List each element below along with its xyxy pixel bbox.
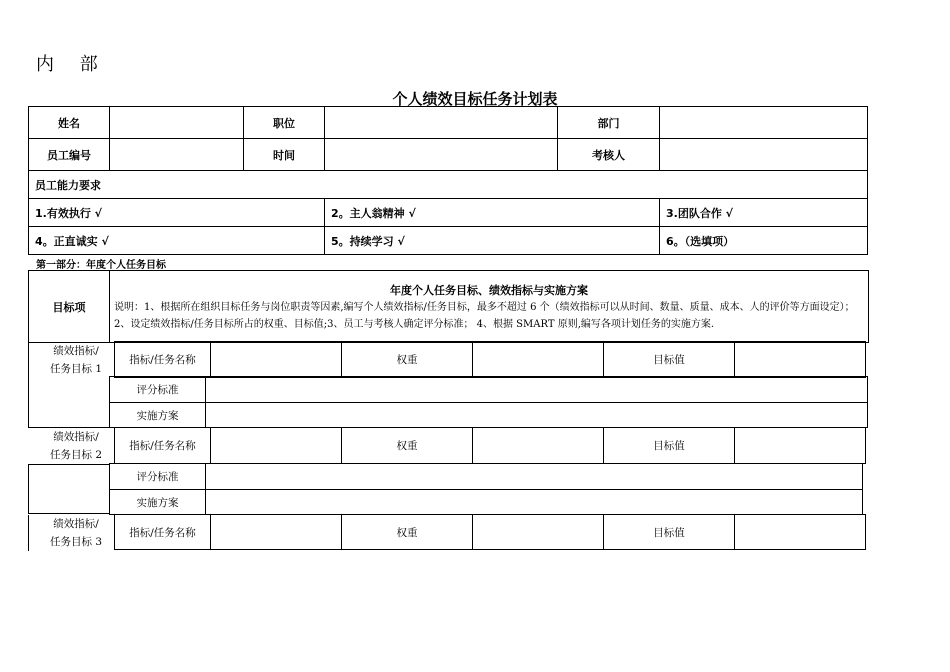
emp-no-value[interactable]: [110, 139, 244, 171]
weight-value-2[interactable]: [472, 427, 604, 464]
target-value-label-1: 目标值: [603, 341, 735, 378]
goal-3-label: 绩效指标/ 任务目标 3: [49, 518, 103, 548]
name-value[interactable]: [110, 107, 244, 139]
info-table: [28, 106, 868, 255]
section-title: 第一部分：年度个人任务目标: [36, 260, 166, 271]
implementation-label-1: 实施方案: [109, 402, 206, 428]
scoring-label-1: 评分标准: [109, 376, 206, 403]
weight-value-3[interactable]: [472, 514, 604, 550]
implementation-value-1[interactable]: [205, 402, 868, 428]
indicator-name-value-3[interactable]: [210, 514, 342, 550]
target-header-table: [28, 270, 869, 343]
ability-label: 员工能力要求: [29, 171, 868, 199]
emp-no-label: 员工编号: [29, 139, 110, 171]
implementation-value-2[interactable]: [205, 489, 863, 515]
dept-value[interactable]: [660, 107, 868, 139]
weight-label-1: 权重: [341, 341, 473, 378]
page-title: 个人绩效目标任务计划表: [392, 90, 558, 108]
name-label: 姓名: [29, 107, 110, 139]
time-label: 时间: [244, 139, 325, 171]
target-item-label: 目标项: [29, 271, 110, 343]
position-label: 职位: [244, 107, 325, 139]
indicator-name-label-2: 指标/任务名称: [114, 427, 211, 464]
position-value[interactable]: [325, 107, 558, 139]
target-value-value-3[interactable]: [734, 514, 866, 550]
scoring-label-2: 评分标准: [109, 463, 206, 490]
dept-label: 部门: [558, 107, 660, 139]
assessor-label: 考核人: [558, 139, 660, 171]
implementation-label-2: 实施方案: [109, 489, 206, 515]
ability-2: 2。主人翁精神 √: [325, 199, 660, 227]
assessor-value[interactable]: [660, 139, 868, 171]
ability-5: 5。持续学习 √: [325, 227, 660, 255]
ability-4: 4。正直诚实 √: [29, 227, 325, 255]
goal-1-label: 绩效指标/ 任务目标 1: [49, 345, 103, 375]
target-value-value-1[interactable]: [734, 341, 866, 378]
scoring-value-1[interactable]: [205, 376, 868, 403]
weight-label-3: 权重: [341, 514, 473, 550]
plan-title: 年度个人任务目标、绩效指标与实施方案: [390, 284, 588, 297]
goal-2-label: 绩效指标/ 任务目标 2: [49, 431, 103, 461]
internal-stamp: 内 部: [36, 54, 108, 75]
ability-1: 1.有效执行 √: [29, 199, 325, 227]
indicator-name-value-2[interactable]: [210, 427, 342, 464]
time-value[interactable]: [325, 139, 558, 171]
target-value-label-2: 目标值: [603, 427, 735, 464]
target-value-value-2[interactable]: [734, 427, 866, 464]
weight-label-2: 权重: [341, 427, 473, 464]
scoring-value-2[interactable]: [205, 463, 863, 490]
target-value-label-3: 目标值: [603, 514, 735, 550]
indicator-name-value-1[interactable]: [210, 341, 342, 378]
ability-6: 6。（选填项）: [660, 227, 868, 255]
indicator-name-label-1: 指标/任务名称: [114, 341, 211, 378]
plan-description: 说明：1、根据所在组织目标任务与岗位职责等因素,编写个人绩效指标/任务目标，最多不超过 6 个（绩效指标可以从时间、数量、质量、成本、人的评价等方面设定）；2、设定绩效指标/任务目标所占的权重、目标值;3、员工与考核人确定评分标准； 4、根据 SMART 原则,编写各项计划任务的实施方案.: [114, 302, 855, 330]
indicator-name-label-3: 指标/任务名称: [114, 514, 211, 550]
weight-value-1[interactable]: [472, 341, 604, 378]
ability-3: 3.团队合作 √: [660, 199, 868, 227]
